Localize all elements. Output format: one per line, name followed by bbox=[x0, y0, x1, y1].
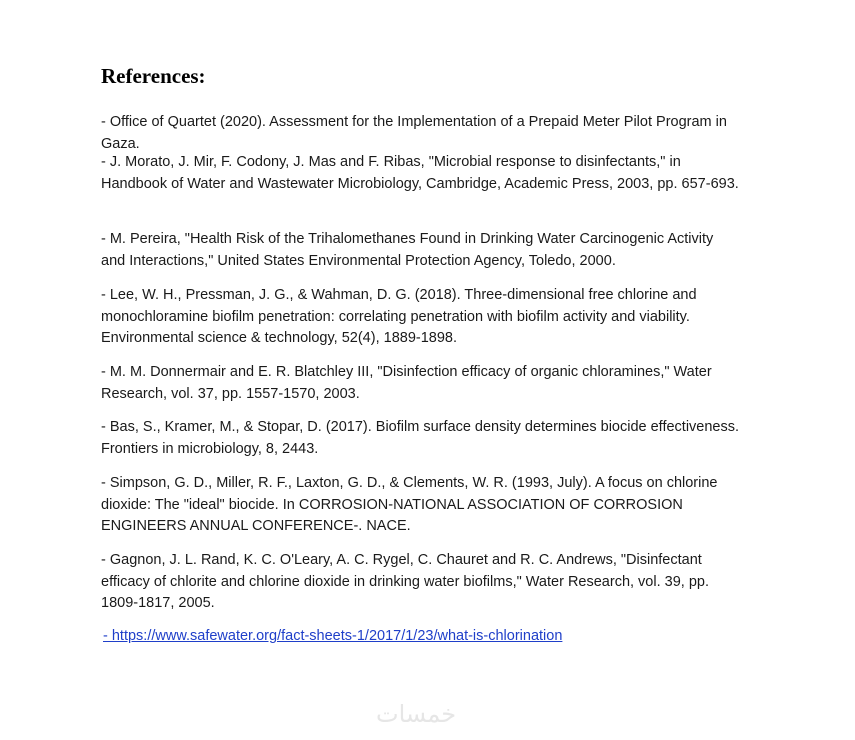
reference-item-6: - Bas, S., Kramer, M., & Stopar, D. (2017). Biofilm surface density determines biocide effectiveness. Frontiers in microbiology, 8, 2443. bbox=[101, 419, 740, 457]
reference-item-7: - Simpson, G. D., Miller, R. F., Laxton, G. D., & Clements, W. R. (1993, July). A focus on chlorine dioxide: The "ideal" biocide. In CORROSION-NATIONAL ASSOCIATION OF CORROSION ENGINEERS ANNUAL CONFERENCE-. NACE. bbox=[101, 475, 718, 534]
watermark-logo: خمسات bbox=[376, 700, 457, 728]
reference-item-5: - M. M. Donnermair and E. R. Blatchley III, "Disinfection efficacy of organic chloramines," Water Research, vol. 37, pp. 1557-1570, 2003. bbox=[101, 364, 712, 402]
references-heading: References: bbox=[101, 64, 206, 88]
reference-item-2: - J. Morato, J. Mir, F. Codony, J. Mas and F. Ribas, "Microbial response to disinfectants," in Handbook of Water and Wastewater Microbiology, Cambridge, Academic Press, 2003, pp. 657-693. bbox=[101, 154, 739, 192]
reference-item-1: - Office of Quartet (2020). Assessment for the Implementation of a Prepaid Meter Pilot Program in Gaza. bbox=[101, 114, 727, 152]
reference-item-4: - Lee, W. H., Pressman, J. G., & Wahman, D. G. (2018). Three-dimensional free chlorine and monochloramine biofilm penetration: correlating penetration with biofilm activity and viability. Environmental science & technology, 52(4), 1889-1898. bbox=[101, 287, 697, 346]
reference-item-3: - M. Pereira, "Health Risk of the Trihalomethanes Found in Drinking Water Carcinogenic Activity and Interactions," United States Environmental Protection Agency, Toledo, 2000. bbox=[101, 231, 714, 269]
reference-item-8: - Gagnon, J. L. Rand, K. C. O'Leary, A. C. Rygel, C. Chauret and R. C. Andrews, "Disinfectant efficacy of chlorite and chlorine dioxide in drinking water biofilms," Water Research, vol. 39, pp. 1809-1817, 2005. bbox=[101, 552, 709, 611]
reference-link-safewater[interactable]: - https://www.safewater.org/fact-sheets-1/2017/1/23/what-is-chlorination bbox=[103, 628, 563, 644]
